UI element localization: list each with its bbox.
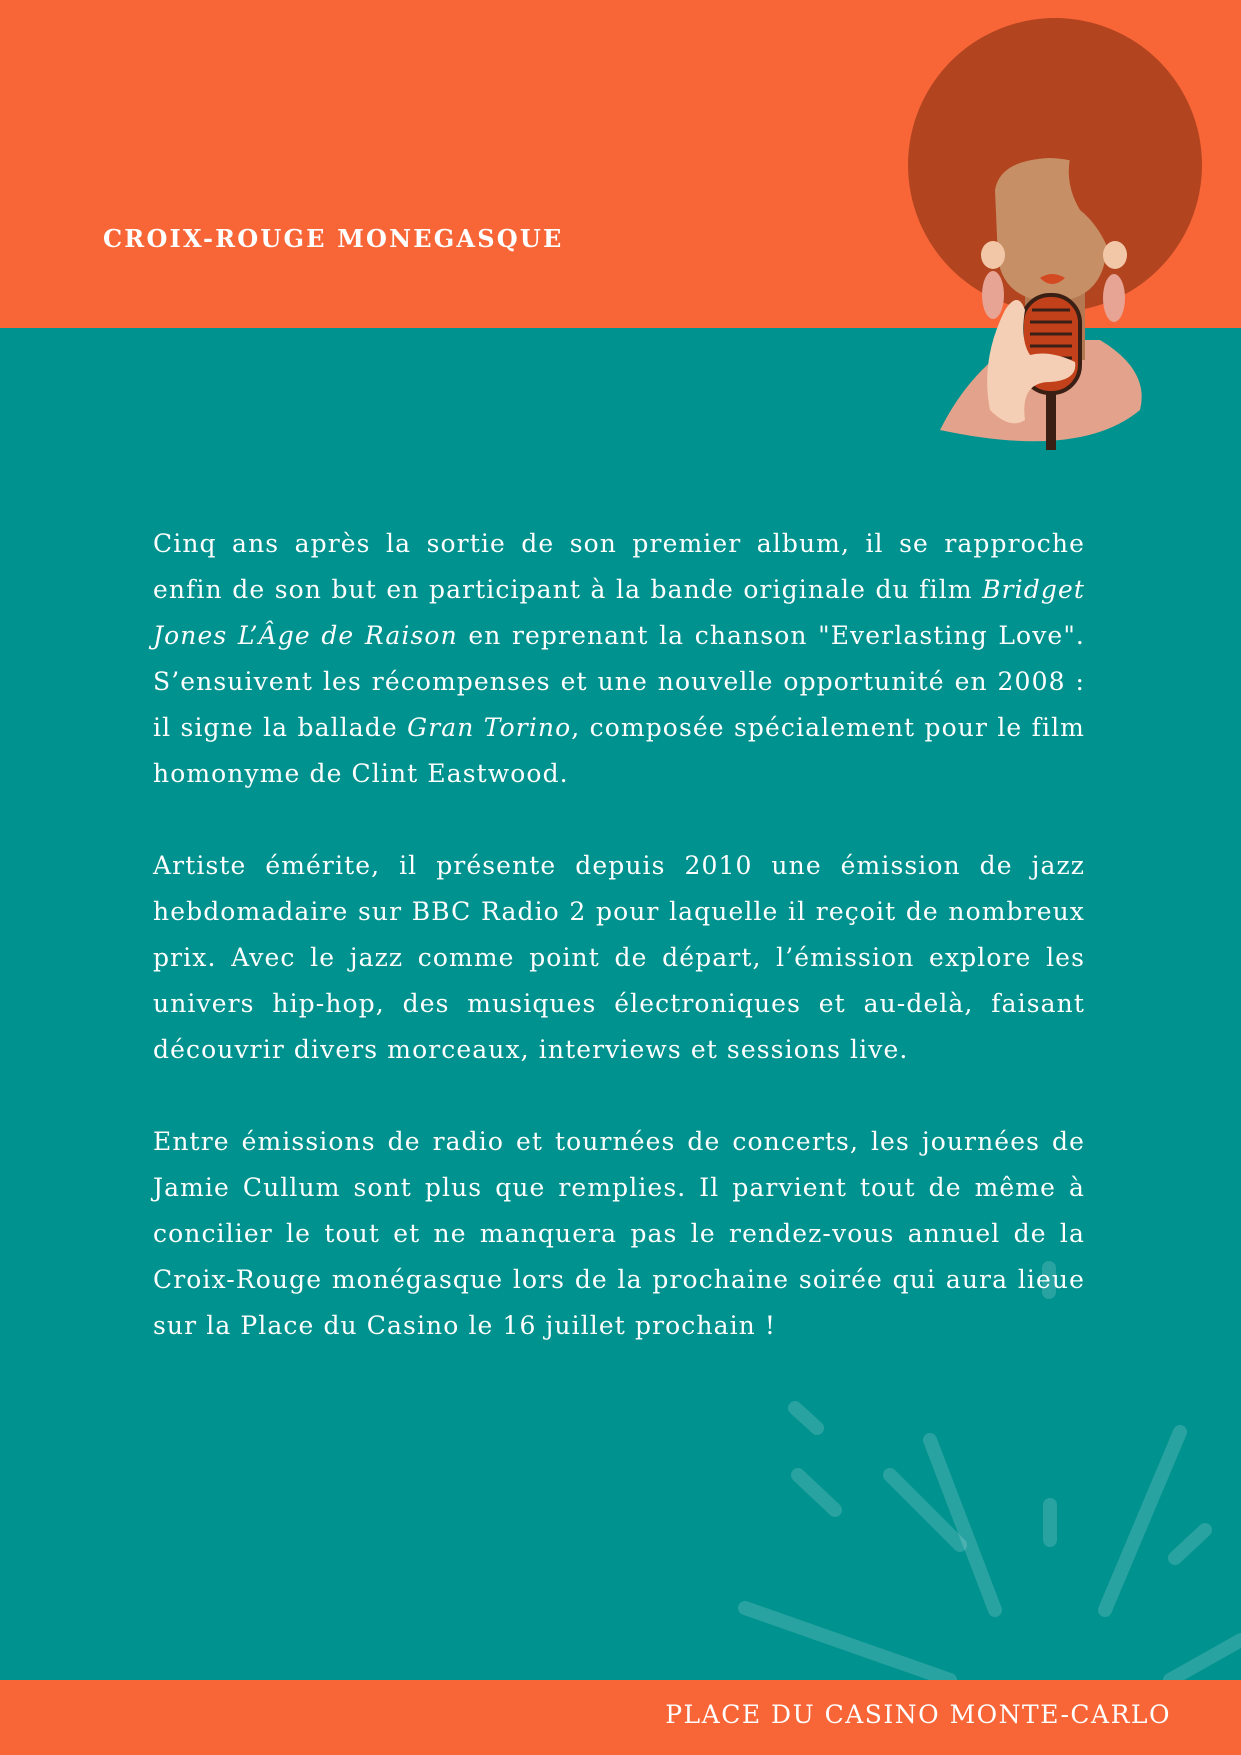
paragraph-2: Artiste émérite, il présente depuis 2010 une émission de jazz hebdomadaire sur BBC Radio 2 pour laquelle il reçoit de nombreux prix. Avec le jazz comme point de départ, l’émission explore les univers hip-hop, des musiques électroniques et au-delà, faisant découvrir divers morceaux, interviews et sessions live. (153, 851, 1085, 1064)
organization-name: CROIX-ROUGE MONEGASQUE (103, 224, 564, 253)
article-body (153, 521, 1085, 1395)
film-title-bridget-jones: Bridget Jones L’Âge de Raison (153, 575, 1085, 650)
left-ear (981, 241, 1005, 269)
film-title-gran-torino: Gran Torino (407, 713, 572, 742)
footer-location: PLACE DU CASINO MONTE-CARLO (665, 1700, 1171, 1729)
paragraph-1: Cinq ans après la sortie de son premier album, il se rapproche enfin de son but en participant à la bande originale du film Bridget Jones L’Âge de Raison en reprenant la chanson "Everlasting Love". S’ensuivent les récompenses et une nouvelle opportunité en 2008 : il signe la ballade Gran Torino, composée spécialement pour le film homonyme de Clint Eastwood. (153, 529, 1085, 788)
jazz-singer-with-microphone-icon (900, 10, 1220, 450)
right-earring (1103, 274, 1125, 322)
right-ear (1103, 241, 1127, 269)
paragraph-3: Entre émissions de radio et tournées de concerts, les journées de Jamie Cullum sont plus que remplies. Il parvient tout de même à concilier le tout et ne manquera pas le rendez-vous annuel de la Croix-Rouge monégasque lors de la prochaine soirée qui aura lieue sur la Place du Casino le 16 juillet prochain ! (153, 1127, 1085, 1340)
left-earring (982, 271, 1004, 319)
